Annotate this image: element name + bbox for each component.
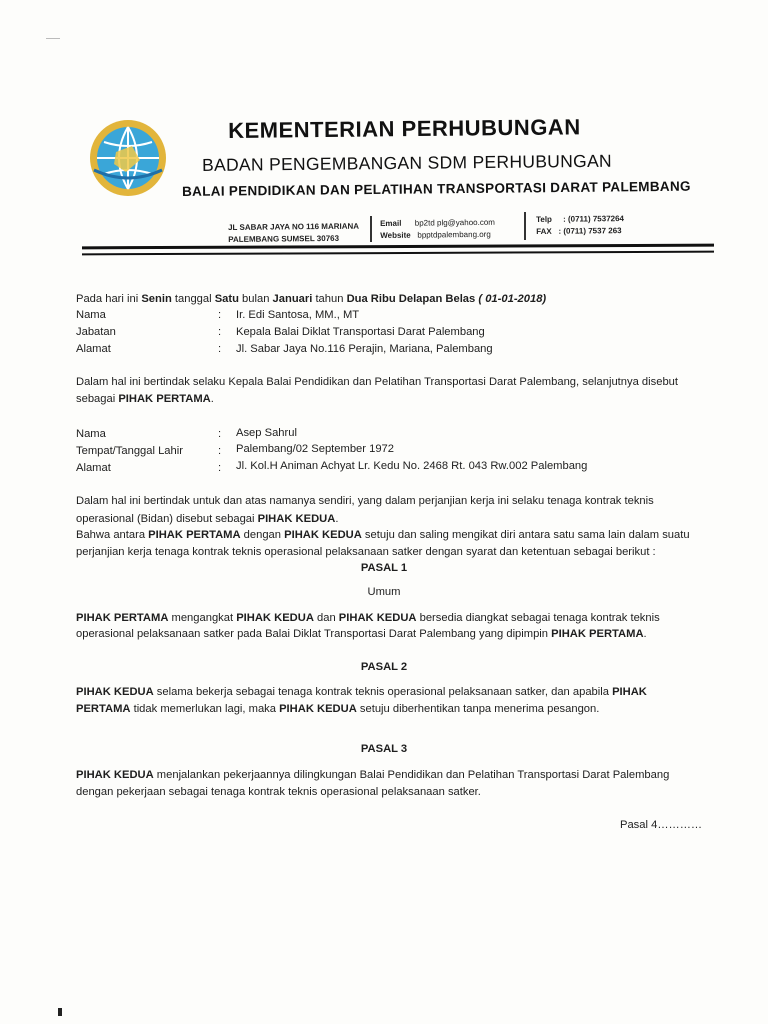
next-page-marker: Pasal 4………… (620, 819, 703, 831)
pasal2-heading: PASAL 2 (360, 661, 408, 673)
party2-statement-line1: Dalam hal ini bertindak untuk dan atas namanya sendiri, yang dalam perjanjian kerja ini selaku tenaga kontrak teknis (76, 495, 654, 507)
letterhead-address (228, 221, 359, 246)
contact-divider (524, 212, 526, 240)
address-divider (370, 216, 372, 242)
party1-name-label: Nama (76, 309, 106, 321)
pasal1-line1: PIHAK PERTAMA mengangkat PIHAK KEDUA dan PIHAK KEDUA bersedia diangkat sebagai tenaga kontrak teknis (76, 612, 660, 624)
party1-position-value: Kepala Balai Diklat Transportasi Darat Palembang (236, 326, 485, 338)
party2-name-label: Nama (76, 428, 106, 440)
letterhead-contact (380, 217, 495, 242)
pasal2-line1: PIHAK KEDUA selama bekerja sebagai tenaga kontrak teknis operasional pelaksanaan satker, dan apabila PIHAK (76, 686, 647, 698)
letterhead-rule-thin (82, 251, 714, 255)
pasal1-subheading: Umum (367, 586, 401, 598)
party1-position-label: Jabatan (76, 326, 116, 338)
address-line-1: JL SABAR JAYA NO 116 MARIANA (228, 221, 360, 232)
colon: : (218, 343, 222, 355)
colon: : (218, 428, 222, 440)
ministry-logo-icon (86, 116, 170, 200)
website-value: bpptdpalembang.org (417, 229, 491, 240)
pasal1-line2: operasional pelaksanaan satker pada Balai Diklat Transportasi Darat Palembang yang dipimpin PIHAK PERTAMA. (76, 628, 647, 640)
agency-subtitle: BADAN PENGEMBANGAN SDM PERHUBUNGAN (202, 150, 613, 175)
telp-value: : (0711) 7537264 (562, 214, 625, 224)
telp-label: Telp (536, 214, 552, 224)
institution-subtitle: BALAI PENDIDIKAN DAN PELATIHAN TRANSPORTASI DARAT PALEMBANG (182, 178, 691, 199)
party2-name-value: Asep Sahrul (236, 427, 297, 439)
email-label: Email (380, 218, 402, 228)
colon: : (218, 445, 222, 457)
party2-address-label: Alamat (76, 462, 111, 474)
email-value: bp2td plg@yahoo.com (414, 217, 495, 228)
party1-statement-line1: Dalam hal ini bertindak selaku Kepala Balai Pendidikan dan Pelatihan Transportasi Darat Palembang, selanjutnya disebut (76, 376, 679, 388)
party1-address-label: Alamat (76, 343, 111, 355)
colon: : (218, 462, 222, 474)
agreement-line2: perjanjian kerja tenaga kontrak teknis operasional pelaksanaan satker dengan syarat dan ketentuan sebagai berikut : (76, 546, 656, 558)
colon: : (218, 309, 222, 321)
pasal3-line2: dengan pekerjaan sebagai tenaga kontrak teknis operasional pelaksanaan satker. (76, 786, 481, 798)
party2-statement-line2: operasional (Bidan) disebut sebagai PIHAK KEDUA. (76, 513, 339, 525)
fax-label: FAX (536, 226, 552, 236)
intro-line: Pada hari ini Senin tanggal Satu bulan Januari tahun Dua Ribu Delapan Belas ( 01-01-2018) (76, 293, 547, 305)
website-label: Website (380, 230, 411, 240)
pasal2-line2: PERTAMA tidak memerlukan lagi, maka PIHAK KEDUA setuju diberhentikan tanpa menerima pesangon. (76, 703, 600, 715)
address-line-2: PALEMBANG SUMSEL 30763 (228, 233, 340, 244)
letterhead-rule-thick (82, 244, 714, 250)
scan-speck (58, 1008, 62, 1016)
pasal3-heading: PASAL 3 (360, 743, 408, 755)
letterhead-phone (536, 213, 624, 238)
pasal3-line1: PIHAK KEDUA menjalankan pekerjaannya dilingkungan Balai Pendidikan dan Pelatihan Transportasi Darat Palembang (76, 769, 670, 781)
pasal1-heading: PASAL 1 (360, 562, 408, 574)
party2-address-value: Jl. Kol.H Animan Achyat Lr. Kedu No. 2468 Rt. 043 Rw.002 Palembang (236, 460, 588, 472)
party1-statement-line2: sebagai PIHAK PERTAMA. (76, 393, 214, 405)
party1-name-value: Ir. Edi Santosa, MM., MT (236, 309, 360, 321)
ministry-title: KEMENTERIAN PERHUBUNGAN (228, 114, 581, 143)
scan-speck (46, 38, 60, 39)
party2-birth-value: Palembang/02 September 1972 (236, 443, 394, 455)
colon: : (218, 326, 222, 338)
party2-birth-label: Tempat/Tanggal Lahir (76, 445, 183, 457)
party1-address-value: Jl. Sabar Jaya No.116 Perajin, Mariana, Palembang (236, 343, 493, 355)
fax-value: : (0711) 7537 263 (558, 226, 622, 236)
agreement-line1: Bahwa antara PIHAK PERTAMA dengan PIHAK KEDUA setuju dan saling mengikat diri antara satu sama lain dalam suatu (76, 529, 690, 541)
